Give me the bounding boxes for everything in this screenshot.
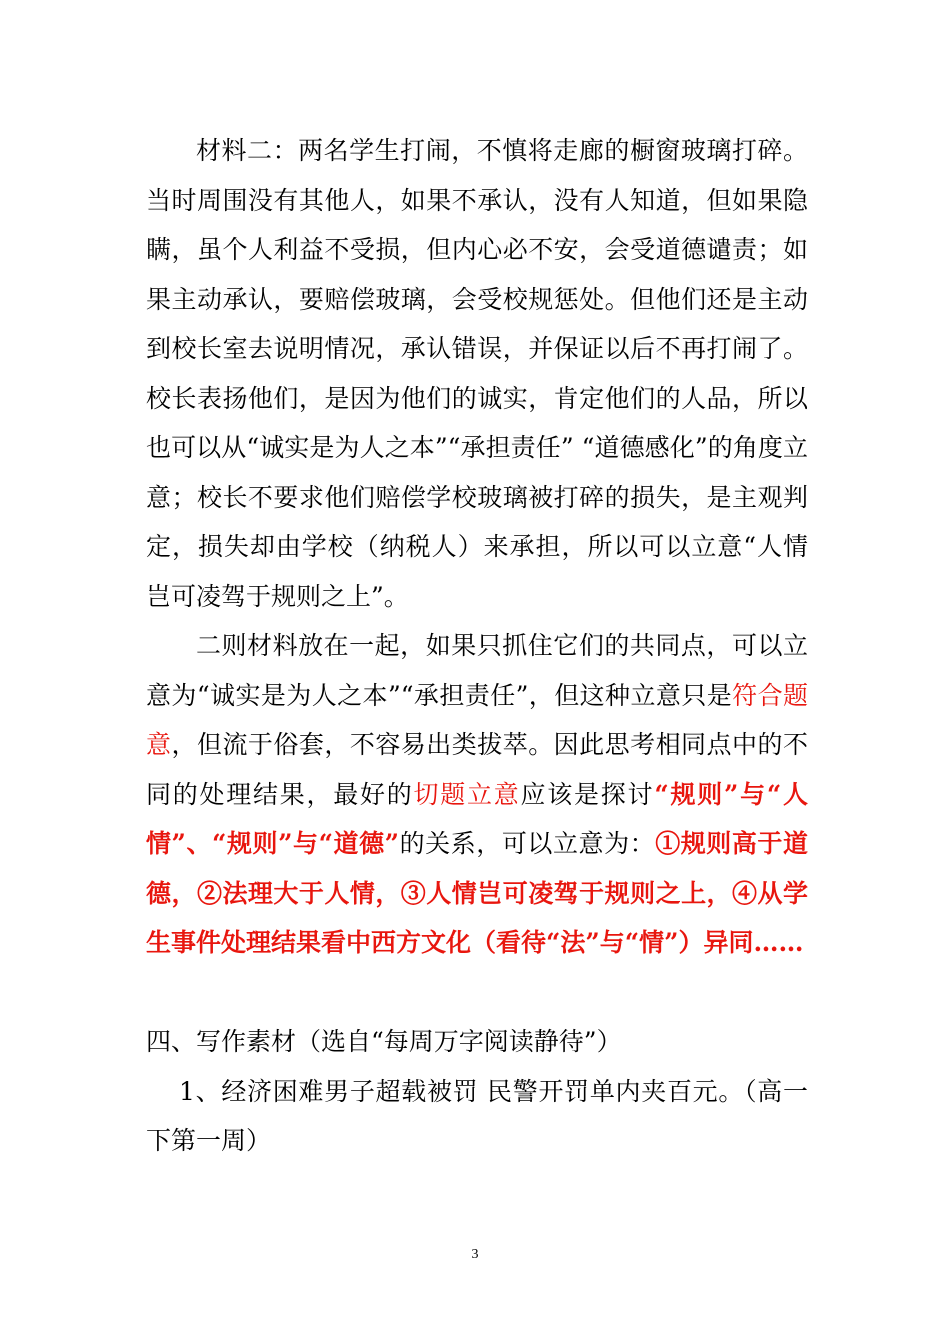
analysis-text-1: 二则材料放在一起，如果只抓住它们的共同点，可以立意为“诚实是为人之本”“承担责任”，但这种立意只是: [146, 631, 808, 710]
analysis-highlight-themes: ①规则高于道德，②法理大于人情，③人情岂可凌驾于规则之上，④从学生事件处理结果看中西方文化（看待“法”与“情”）异同……: [146, 829, 808, 957]
paragraph-analysis: [146, 621, 808, 968]
analysis-highlight-on-topic: 切题立意: [413, 779, 521, 809]
analysis-highlight-fits-topic: 符合题意: [146, 680, 808, 759]
paragraph-material-two-text: 材料二：两名学生打闹，不慎将走廊的橱窗玻璃打碎。当时周围没有其他人，如果不承认，没有人知道，但如果隐瞒，虽个人利益不受损，但内心必不安，会受道德谴责；如果主动承认，要赔偿玻璃，会受校规惩处。但他们还是主动到校长室去说明情况，承认错误，并保证以后不再打闹了。校长表扬他们，是因为他们的诚实，肯定他们的人品，所以也可以从“诚实是为人之本”“承担责任” “道德感化”的角度立意；校长不要求他们赔偿学校玻璃被打碎的损失，是主观判定，损失却由学校（纳税人）来承担，所以可以立意“人情岂可凌驾于规则之上”。: [146, 136, 808, 611]
analysis-text-2: ，但流于俗套，不容易出类拔萃。因此思考相同点中的不同的处理结果，最好的: [146, 730, 808, 809]
paragraph-material-two: [146, 126, 808, 621]
analysis-text-3: 应该是探讨: [520, 779, 655, 809]
material-item-1: 1、经济困难男子超载被罚 民警开罚单内夹百元。（高一下第一周）: [146, 1076, 808, 1155]
analysis-highlight-rules-relation: “规则”与“人情”、“规则”与“道德”: [146, 779, 808, 858]
document-body: [146, 126, 808, 1166]
page-number: 3: [471, 1247, 479, 1262]
analysis-text-4: 的关系，可以立意为：: [399, 829, 656, 858]
blank-line: [146, 968, 808, 1018]
section-heading: 四、写作素材（选自“每周万字阅读静待”）: [146, 1027, 622, 1056]
